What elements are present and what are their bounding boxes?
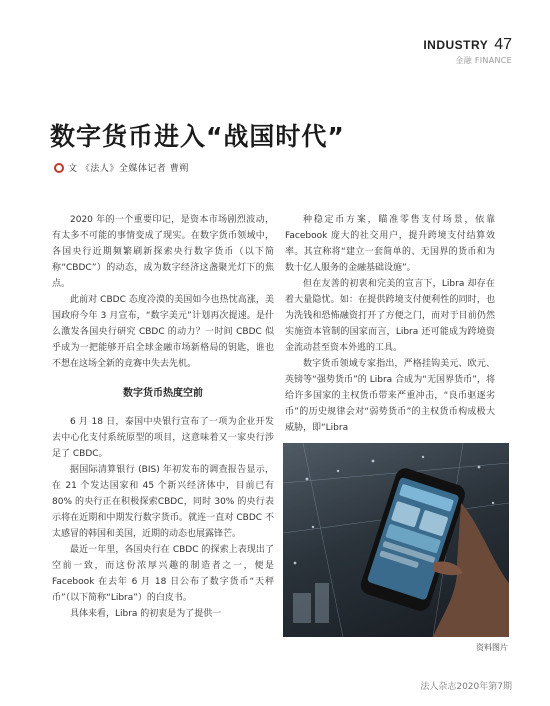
paragraph: 最近一年里，各国央行在 CBDC 的探索上表现出了空前一致，而这份浓厚兴趣的制造者之一，便是 Facebook 在去年 6 月 18 日公布了数字货币“天秤币”（以下简称“Libra”）的白皮书。 [52, 545, 274, 603]
paragraph: 具体来看，Libra 的初衷是为了提供一 [70, 609, 222, 619]
paragraph: 2020 年的一个重要印记，是资本市场剧烈波动，有太多不可能的事情变成了现实。在数字货币领域中，各国央行近期频繁刷新探索央行数字货币（以下简称“CBDC”）的动态，成为数字经济这盏聚光灯下的焦点。 [52, 215, 274, 289]
article-title: 数字货币进入“战国时代” [50, 122, 345, 151]
byline [52, 161, 189, 174]
section-subheading: 数字货币热度空前 [123, 388, 203, 399]
paragraph: 据国际清算银行 (BIS) 年初发布的调查报告显示，在 21 个发达国家和 45 个新兴经济体中，目前已有 80% 的央行正在积极探索CBDC，同时 30% 的央行表示将在近期和中期发行数字货币。就连一直对 CBDC 不太感冒的韩国和美国，近期的动态也展露锋芒。 [52, 465, 274, 539]
section-subtitle: 金融 FINANCE [455, 56, 512, 65]
paragraph: 此前对 CBDC 态度冷漠的美国如今也热忱高涨，美国政府今年 3 月宣布，“数字美元”计划再次提速。是什么激发各国央行研究 CBDC 的动力？一时间 CBDC 似乎成为一把能够开启全球金融市场新格局的钥匙，谁也不想在这场全新的竞赛中失去先机。 [52, 295, 274, 369]
paragraph: 种稳定币方案，瞄准零售支付场景，依靠Facebook 庞大的社交用户，提升跨境支付结算效率。其宣称将“建立一套简单的、无国界的货币和为数十亿人服务的金融基础设施”。 [285, 215, 495, 273]
photo-caption: 资料图片 [476, 643, 508, 652]
paragraph: 6 月 18 日，泰国中央银行宣布了一项为企业开发去中心化支付系统原型的项目，这意味着又一家央行涉足了 CBDC。 [52, 417, 274, 459]
paragraph: 数字货币领域专家指出，严格挂钩美元、欧元、英镑等“强势货币”的 Libra 合成为“无国界货币”，将给许多国家的主权货币带来严重冲击，“良币驱逐劣币”的历史规律会对“弱势货币”的主权货币构成极大威胁，即“Libra [285, 359, 495, 433]
article-photo [283, 443, 509, 637]
page-header [423, 36, 512, 66]
right-column [285, 212, 495, 436]
page-number: 47 [494, 36, 512, 53]
header-row [423, 36, 512, 54]
section-name: INDUSTRY [423, 38, 489, 52]
phone-illustration [283, 443, 509, 637]
paragraph: 但在友善的初衷和完美的宣言下，Libra 却存在着大量隐忧。如：在提供跨境支付便利性的同时，也为洗钱和恐怖融资打开了方便之门，而对于目前仍然实施资本管制的国家而言，Libra 还可能成为跨境资金流动甚至资本外逃的工具。 [285, 279, 495, 353]
page-footer: 法人杂志2020年第7期 [420, 682, 512, 692]
byline-text: 文 《法人》全媒体记者 曹朔 [68, 164, 189, 174]
author-icon [52, 163, 62, 173]
left-column [52, 212, 274, 622]
